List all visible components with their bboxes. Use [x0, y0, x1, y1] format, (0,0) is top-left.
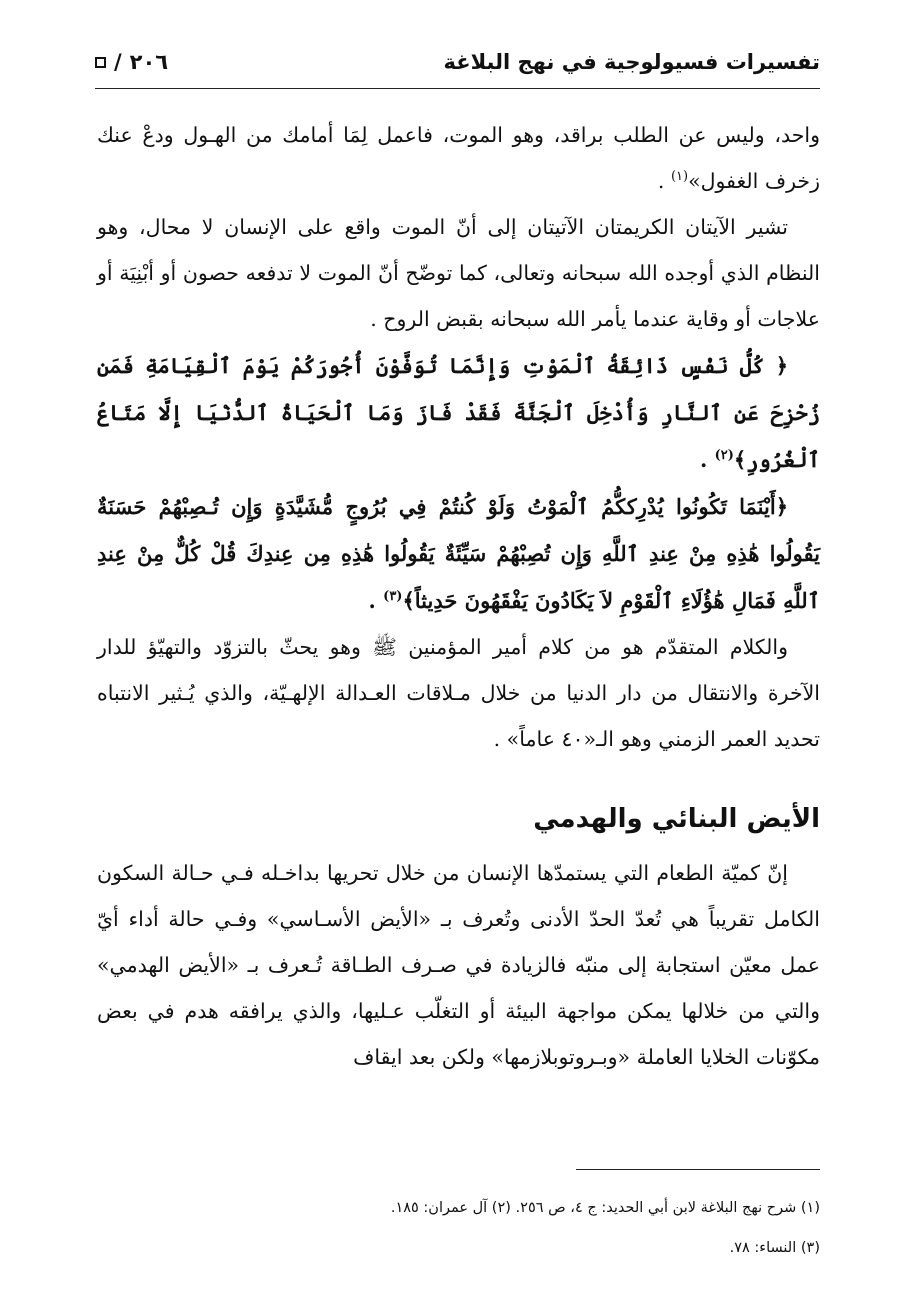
paragraph: تشير الآيتان الكريمتان الآتيتان إلى أنّ الموت واقع على الإنسان لا محال، وهو النظام الذي أوجده الله سبحانه وتعالى، كما توضّح أنّ الموت لا تدفعه حصون أو أبْنِيَة أو علاجات أو وقاية عندما يأمر الله سبحانه بقبض الروح .	[97, 215, 820, 331]
page-number: ٢٠٦	[129, 50, 169, 74]
footnote-ref: (٣)	[383, 589, 403, 604]
footnote: (١) شرح نهج البلاغة لابن أبي الحديد: ج ٤، ص ٢٥٦. (٢) آل عمران: ١٨٥.	[390, 1200, 820, 1216]
page-number-group	[95, 50, 168, 74]
footnote-divider	[576, 1169, 820, 1170]
quran-verse: ﴿أَيْنَمَا تَكُونُوا يُدْرِككُّمُ ٱلْمَوْتُ وَلَوْ كُنتُمْ فِي بُرُوجٍ مُّشَيَّدَةٍ وَإِن تُـصِبْهُمْ حَسَنَةٌ يَقُولُوا هَٰذِهِ مِنْ عِندِ ٱللَّهِ وَإِن تُصِبْهُمْ سَيِّئَةٌ يَقُولُوا هَٰذِهِ مِن عِندِكَ قُلْ كُلٌّ مِنْ عِندِ ٱللَّهِ فَمَالِ هَٰؤُلَاءِ ٱلْقَوْمِ لاَ يَكَادُونَ يَفْقَهُونَ حَدِيثاً﴾$^{(٣)}$ .	[97, 494, 820, 613]
square-ornament-icon	[95, 57, 106, 68]
paragraph: واحد، وليس عن الطلب براقد، وهو الموت، فاعمل لِمَا أمامك من الهـول ودعْ عنك زخرف الغفول»$^{(١)}$ .	[97, 123, 820, 193]
paragraph: إنّ كميّة الطعام التي يستمدّها الإنسان من خلال تحريها بداخـله فـي حـالة السكون الكامل تقريباً هي تُعدّ الحدّ الأدنى وتُعرف بـ «الأيض الأسـاسي» وفـي حالة أداء أيّ عمل معيّن استجابة إلى منبّه فالزيادة في صـرف الطـاقة تُـعرف بـ «الأيض الهدمي» والتي من خلالها يمكن مواجهة البيئة أو التغلّب عـليها، والذي يرافقه هدم في بعض مكوّنات الخلايا العاملة «وبـروتوبلازمها» ولكن بعد ايقاف	[97, 861, 820, 1069]
footnote: (٣) النساء: ٧٨.	[729, 1240, 820, 1256]
running-title: تفسيرات فسيولوجية في نهج البلاغة	[443, 50, 820, 74]
page-header	[95, 48, 820, 89]
quran-verse: ﴿ كُلُّ نَفْسٍ ذَائِقَةُ ٱلْمَوْتِ وَإِنَّمَا تُوَفَّوْنَ أُجُورَكُمْ يَوْمَ ٱلْقِيَامَةِ فَمَن زُحْزِحَ عَنِ ٱلنَّارِ وَأُدْخِلَ ٱلْجَنَّةَ فَقَدْ فَازَ وَمَا ٱلْحَيَاةُ ٱلدُّنْيَا إِلَّا مَتَاعُ ٱلْغُرُورِ﴾$^{(٢)}$ .	[97, 353, 820, 472]
section-heading: الأيض البنائي والهدمي	[533, 804, 820, 834]
footnote-ref: (١)	[670, 169, 689, 185]
page-body	[97, 112, 820, 1080]
footnotes	[97, 1188, 820, 1268]
paragraph: والكلام المتقدّم هو من كلام أمير المؤمنين ﷺ وهو يحثّ بالتزوّد والتهيّؤ للدار الآخرة والانتقال من دار الدنيا من خلال مـلاقات العـدالة الإلهـيّة، والذي يُـثير الانتباه تحديد العمر الزمني وهو الـ«٤٠ عاماً» .	[97, 635, 820, 751]
separator: /	[114, 50, 122, 74]
footnote-ref: (٢)	[714, 448, 734, 463]
